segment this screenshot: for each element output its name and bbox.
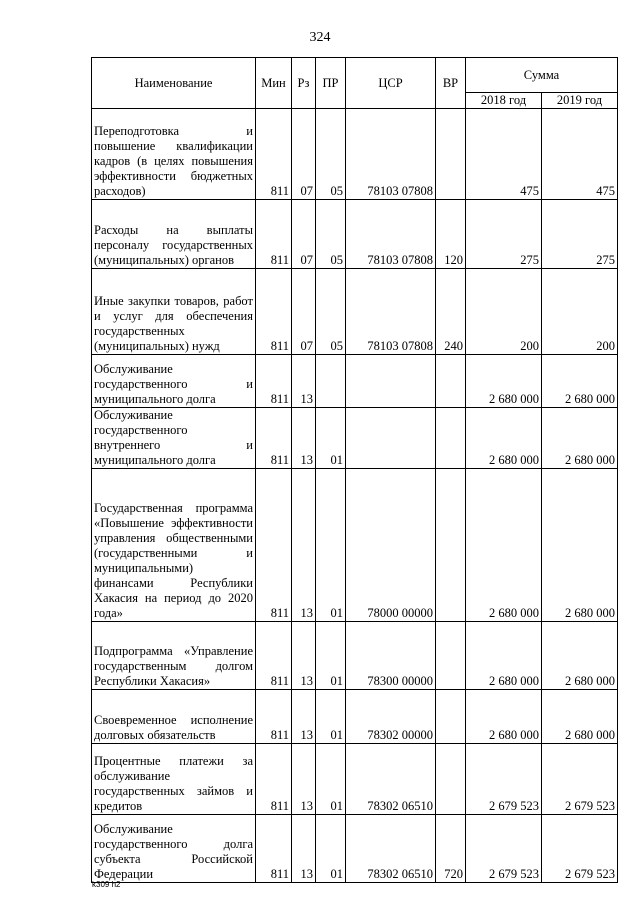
row-name: Обслуживание государственного внутреннего и муниципального долга <box>92 408 256 469</box>
row-vr <box>436 690 466 744</box>
header-csr: ЦСР <box>346 58 436 109</box>
row-min: 811 <box>256 109 292 200</box>
row-vr <box>436 408 466 469</box>
row-min: 811 <box>256 622 292 690</box>
row-vr <box>436 355 466 408</box>
row-pr: 01 <box>316 815 346 883</box>
row-sum-2019: 2 680 000 <box>542 469 618 622</box>
row-name: Расходы на выплаты персоналу государственных (муниципальных) органов <box>92 200 256 269</box>
row-sum-2018: 2 680 000 <box>466 355 542 408</box>
row-sum-2018: 200 <box>466 269 542 355</box>
row-rz: 07 <box>292 269 316 355</box>
row-csr: 78000 00000 <box>346 469 436 622</box>
header-pr: ПР <box>316 58 346 109</box>
row-pr: 01 <box>316 469 346 622</box>
row-name: Процентные платежи за обслуживание государственных займов и кредитов <box>92 744 256 815</box>
header-year-2019: 2019 год <box>542 93 618 109</box>
row-name: Своевременное исполнение долговых обязательств <box>92 690 256 744</box>
row-sum-2018: 2 680 000 <box>466 690 542 744</box>
row-sum-2018: 475 <box>466 109 542 200</box>
row-sum-2018: 2 679 523 <box>466 815 542 883</box>
row-csr: 78302 06510 <box>346 744 436 815</box>
row-csr: 78103 07808 <box>346 269 436 355</box>
row-csr: 78103 07808 <box>346 109 436 200</box>
row-sum-2019: 275 <box>542 200 618 269</box>
row-rz: 13 <box>292 744 316 815</box>
row-rz: 13 <box>292 355 316 408</box>
row-vr <box>436 622 466 690</box>
row-name: Государственная программа «Повышение эффективности управления общественными (государственными и муниципальными) финансами Республики Хакасия на период до 2020 года» <box>92 469 256 622</box>
row-sum-2019: 2 679 523 <box>542 815 618 883</box>
row-pr: 01 <box>316 408 346 469</box>
row-sum-2018: 2 680 000 <box>466 408 542 469</box>
row-csr: 78300 00000 <box>346 622 436 690</box>
row-min: 811 <box>256 469 292 622</box>
header-min: Мин <box>256 58 292 109</box>
row-rz: 07 <box>292 200 316 269</box>
row-rz: 13 <box>292 690 316 744</box>
row-name: Обслуживание государственного и муниципального долга <box>92 355 256 408</box>
table-row <box>92 109 618 200</box>
row-min: 811 <box>256 200 292 269</box>
row-sum-2019: 2 680 000 <box>542 408 618 469</box>
footer-code: k309 h2 <box>92 880 121 889</box>
row-name: Переподготовка и повышение квалификации кадров (в целях повышения эффективности бюджетных расходов) <box>92 109 256 200</box>
row-min: 811 <box>256 815 292 883</box>
row-name: Иные закупки товаров, работ и услуг для обеспечения государственных (муниципальных) нужд <box>92 269 256 355</box>
row-vr: 120 <box>436 200 466 269</box>
table-row <box>92 815 618 883</box>
header-rz: Рз <box>292 58 316 109</box>
row-pr: 05 <box>316 200 346 269</box>
row-pr <box>316 355 346 408</box>
row-vr: 240 <box>436 269 466 355</box>
row-pr: 01 <box>316 622 346 690</box>
row-min: 811 <box>256 408 292 469</box>
table-row <box>92 690 618 744</box>
row-vr <box>436 109 466 200</box>
row-sum-2019: 200 <box>542 269 618 355</box>
row-rz: 13 <box>292 408 316 469</box>
row-rz: 07 <box>292 109 316 200</box>
page-number: 324 <box>309 30 331 45</box>
budget-table <box>91 57 618 883</box>
table-row <box>92 269 618 355</box>
row-csr <box>346 355 436 408</box>
row-sum-2019: 475 <box>542 109 618 200</box>
row-csr: 78103 07808 <box>346 200 436 269</box>
table-row <box>92 469 618 622</box>
table-row <box>92 622 618 690</box>
row-sum-2019: 2 680 000 <box>542 355 618 408</box>
table-body <box>92 109 618 883</box>
table-row <box>92 408 618 469</box>
row-sum-2018: 2 680 000 <box>466 469 542 622</box>
row-min: 811 <box>256 690 292 744</box>
row-sum-2018: 2 679 523 <box>466 744 542 815</box>
row-csr: 78302 06510 <box>346 815 436 883</box>
table-row <box>92 355 618 408</box>
header-sum: Сумма <box>466 58 618 93</box>
row-sum-2018: 2 680 000 <box>466 622 542 690</box>
row-min: 811 <box>256 744 292 815</box>
header-vr: ВР <box>436 58 466 109</box>
row-pr: 01 <box>316 690 346 744</box>
header-year-2018: 2018 год <box>466 93 542 109</box>
row-vr <box>436 744 466 815</box>
row-min: 811 <box>256 269 292 355</box>
row-sum-2019: 2 680 000 <box>542 690 618 744</box>
row-name: Подпрограмма «Управление государственным долгом Республики Хакасия» <box>92 622 256 690</box>
row-sum-2019: 2 680 000 <box>542 622 618 690</box>
row-min: 811 <box>256 355 292 408</box>
row-vr: 720 <box>436 815 466 883</box>
row-rz: 13 <box>292 815 316 883</box>
table-row <box>92 744 618 815</box>
row-name: Обслуживание государственного долга субъекта Российской Федерации <box>92 815 256 883</box>
row-pr: 01 <box>316 744 346 815</box>
row-sum-2019: 2 679 523 <box>542 744 618 815</box>
row-sum-2018: 275 <box>466 200 542 269</box>
row-vr <box>436 469 466 622</box>
table-row <box>92 200 618 269</box>
row-rz: 13 <box>292 469 316 622</box>
row-pr: 05 <box>316 109 346 200</box>
row-rz: 13 <box>292 622 316 690</box>
row-csr <box>346 408 436 469</box>
row-csr: 78302 00000 <box>346 690 436 744</box>
row-pr: 05 <box>316 269 346 355</box>
header-name: Наименование <box>92 58 256 109</box>
